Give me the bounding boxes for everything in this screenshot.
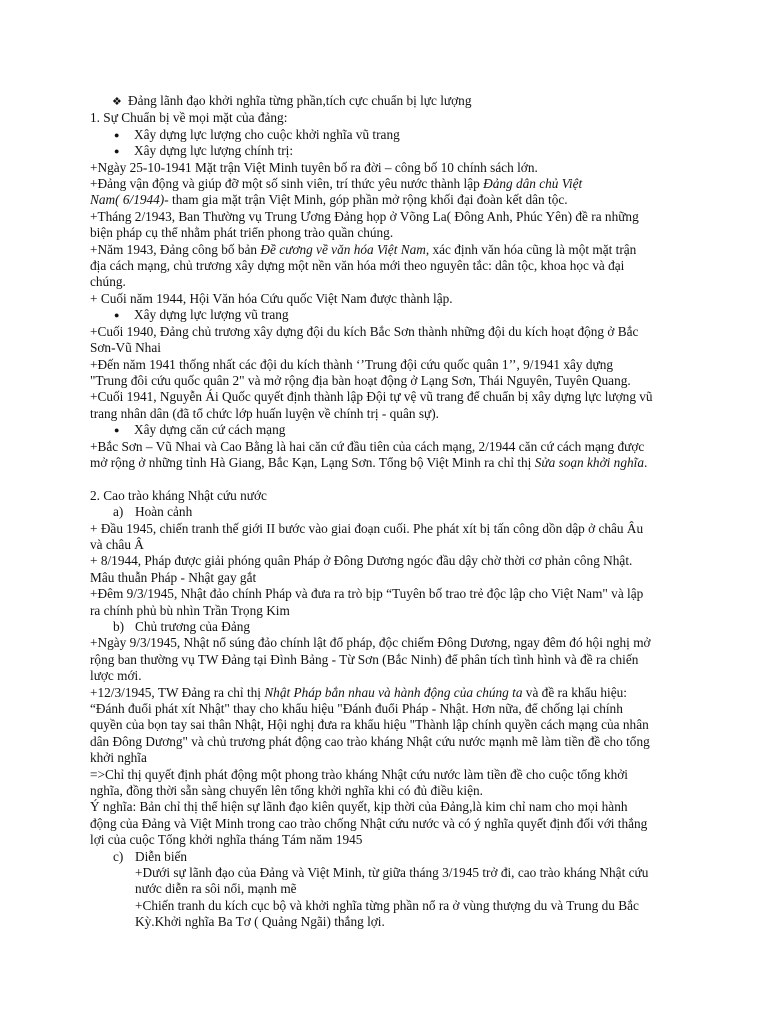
text-line: =>Chỉ thị quyết định phát động một phong trào kháng Nhật cứu nước làm tiền đề cho cuộc tổng khởi	[90, 766, 628, 782]
section-2-title: 2. Cao trào kháng Nhật cứu nước	[90, 487, 267, 503]
text-line: "Trung đôi cứu quốc quân 2" và mở rộng địa bàn hoạt động ở Lạng Sơn, Thái Nguyên, Tuyên Quang.	[90, 372, 631, 388]
text-line: +Đảng vận động và giúp đỡ một số sinh viên, trí thức yêu nước thành lập Đảng dân chủ Việt	[90, 176, 583, 192]
text-line: + Đầu 1945, chiến tranh thế giới II bước vào giai đoạn cuối. Phe phát xít bị tấn công dồn dập ở châu Âu	[90, 520, 644, 536]
text-line: nghĩa, đồng thời sẵn sàng chuyển lên tổng khởi nghĩa khi có đủ điều kiện.	[90, 783, 483, 799]
text-line: lợi của cuộc Tổng khởi nghĩa tháng Tám năm 1945	[90, 832, 363, 848]
bullet-item: ● Xây dựng căn cứ cách mạng	[114, 422, 286, 438]
text-line: Kỳ.Khởi nghĩa Ba Tơ ( Quảng Ngãi) thắng lợi.	[135, 914, 385, 930]
italic-term: Nam( 6/1944)-	[90, 192, 169, 208]
text-line: nước diễn ra sôi nổi, mạnh mẽ	[135, 881, 297, 897]
italic-term: Nhật Pháp bắn nhau và hành động của chúng ta	[264, 684, 523, 700]
main-heading: ❖ Đảng lãnh đạo khởi nghĩa từng phần,tích cực chuẩn bị lực lượng	[90, 93, 690, 110]
subsection-c-heading: c) Diễn biến	[113, 848, 188, 864]
text-line: Nam( 6/1944)- tham gia mặt trận Việt Minh, góp phần mở rộng khối đại đoàn kết dân tộc.	[90, 192, 568, 208]
text-line: rộng ban thường vụ TW Đảng tại Đình Bảng - Từ Sơn (Bắc Ninh) để phân tích tình hình và đề ra chiến	[90, 651, 639, 667]
text-line: +Dưới sự lãnh đạo của Đảng và Việt Minh, từ giữa tháng 3/1945 trở đi, cao trào kháng Nhật cứu	[135, 865, 649, 881]
text-line: lược mới.	[90, 668, 142, 684]
text-line: + 8/1944, Pháp được giải phóng quân Pháp ở Đông Dương ngóc đầu dậy chờ thời cơ phản công Nhật.	[90, 553, 633, 569]
text-line: +Ngày 9/3/1945, Nhật nổ súng đảo chính lật đổ pháp, độc chiếm Đông Dương, ngay đêm đó hội nghị mở	[90, 635, 651, 651]
subsection-a-heading: a) Hoàn cảnh	[113, 504, 193, 520]
text-line: +Đêm 9/3/1945, Nhật đảo chính Pháp và đưa ra trò bịp “Tuyên bố trao trẻ độc lập cho Việt Nam" và lập	[90, 586, 644, 602]
section-1-title: 1. Sự Chuẩn bị về mọi mặt của đảng:	[90, 110, 288, 126]
diamond-bullet-icon: ❖	[112, 96, 122, 108]
subsection-b-heading: b) Chủ trương của Đảng	[113, 618, 251, 634]
text-line: Sơn-Vũ Nhai	[90, 340, 161, 356]
italic-term: Đảng dân chủ Việt	[483, 176, 583, 192]
bullet-icon: ●	[114, 310, 120, 321]
text-line: biện pháp cụ thể nhằm phát triển phong trào quần chúng.	[90, 225, 394, 241]
bullet-item: ● Xây dựng lực lượng vũ trang	[114, 307, 289, 323]
text-line: trang nhân dân (đã tổ chức lớp huấn luyện về chính trị - quân sự).	[90, 405, 439, 421]
text-line: mở rộng ở những tỉnh Hà Giang, Bắc Kạn, Lạng Sơn. Tổng bộ Việt Minh ra chỉ thị Sửa soạn khởi nghĩa.	[90, 454, 648, 470]
document-body	[90, 93, 690, 931]
text-line: +Đến năm 1941 thống nhất các đội du kích thành ‘’Trung đội cứu quốc quân 1’’, 9/1941 xây dựng	[90, 356, 614, 372]
text-line: chúng.	[90, 274, 126, 290]
text-line: +Ngày 25-10-1941 Mặt trận Việt Minh tuyên bố ra đời – công bố 10 chính sách lớn.	[90, 159, 538, 175]
text-line: khởi nghĩa	[90, 750, 147, 766]
text-line: +Bắc Sơn – Vũ Nhai và Cao Bằng là hai căn cứ đầu tiên của cách mạng, 2/1944 căn cứ cách mạng được	[90, 438, 645, 454]
text-line: và châu Â	[90, 536, 144, 552]
text-line: “Đánh đuổi phát xít Nhật" thay cho khẩu hiệu "Đánh đuổi Pháp - Nhật. Hơn nữa, để chống lại chính	[90, 701, 623, 717]
bullet-item: ● Xây dựng lực lượng cho cuộc khởi nghĩa vũ trang	[114, 126, 400, 142]
text-line: Mâu thuẫn Pháp - Nhật gay gắt	[90, 569, 257, 585]
bullet-item: ● Xây dựng lực lượng chính trị:	[114, 143, 294, 159]
text-line: Ý nghĩa: Bản chỉ thị thể hiện sự lãnh đạo kiên quyết, kịp thời của Đảng,là kim chỉ nam cho mọi hành	[90, 799, 628, 815]
text-line: quyền của bọn tay sai thân Nhật, Hội nghị đưa ra khẩu hiệu "Thành lập chính quyền cách mạng của nhân	[90, 717, 649, 733]
text-line: +Chiến tranh du kích cục bộ và khởi nghĩa từng phần nổ ra ở vùng thượng du và Trung du Bắc	[135, 897, 639, 913]
text-line: +Cuối 1941, Nguyễn Ái Quốc quyết định thành lập Đội tự vệ vũ trang để chuẩn bị xây dựng lực lượng vũ	[90, 389, 653, 405]
bullet-icon: ●	[114, 425, 120, 436]
text-line: +Cuối 1940, Đảng chủ trương xây dựng đội du kích Bắc Sơn thành những đội du kích hoạt động ở Bắc	[90, 323, 639, 339]
text-line: +Tháng 2/1943, Ban Thường vụ Trung Ương Đảng họp ở Võng La( Đông Anh, Phúc Yên) đề ra những	[90, 208, 639, 224]
italic-term: Sửa soạn khởi nghĩa	[534, 454, 644, 470]
text-line: dân Đông Dương" và chủ trương phát động cao trào kháng Nhật cứu nước mạnh mẽ làm tiền đề cho tổng	[90, 733, 650, 749]
bullet-icon: ●	[114, 129, 120, 140]
text-line: ra chính phủ bù nhìn Trần Trọng Kim	[90, 602, 290, 618]
bullet-icon: ●	[114, 146, 120, 157]
text-line: +Năm 1943, Đảng công bố bản Đề cương về văn hóa Việt Nam, xác định văn hóa cũng là một mặt trận	[90, 241, 637, 257]
italic-term: Đề cương về văn hóa Việt Nam	[260, 241, 426, 257]
blank-line	[90, 471, 690, 487]
text-line: động của Đảng và Việt Minh trong cao trào chống Nhật cứu nước và có ý nghĩa quyết định đối với thắng	[90, 815, 648, 831]
text-line: + Cuối năm 1944, Hội Văn hóa Cứu quốc Việt Nam được thành lập.	[90, 290, 453, 306]
text-line: +12/3/1945, TW Đảng ra chỉ thị Nhật Pháp bắn nhau và hành động của chúng ta và đề ra khẩu hiệu:	[90, 684, 627, 700]
text-line: địa cách mạng, chủ trương xây dựng một nền văn hóa mới theo nguyên tắc: dân tộc, khoa học và đại	[90, 258, 625, 274]
